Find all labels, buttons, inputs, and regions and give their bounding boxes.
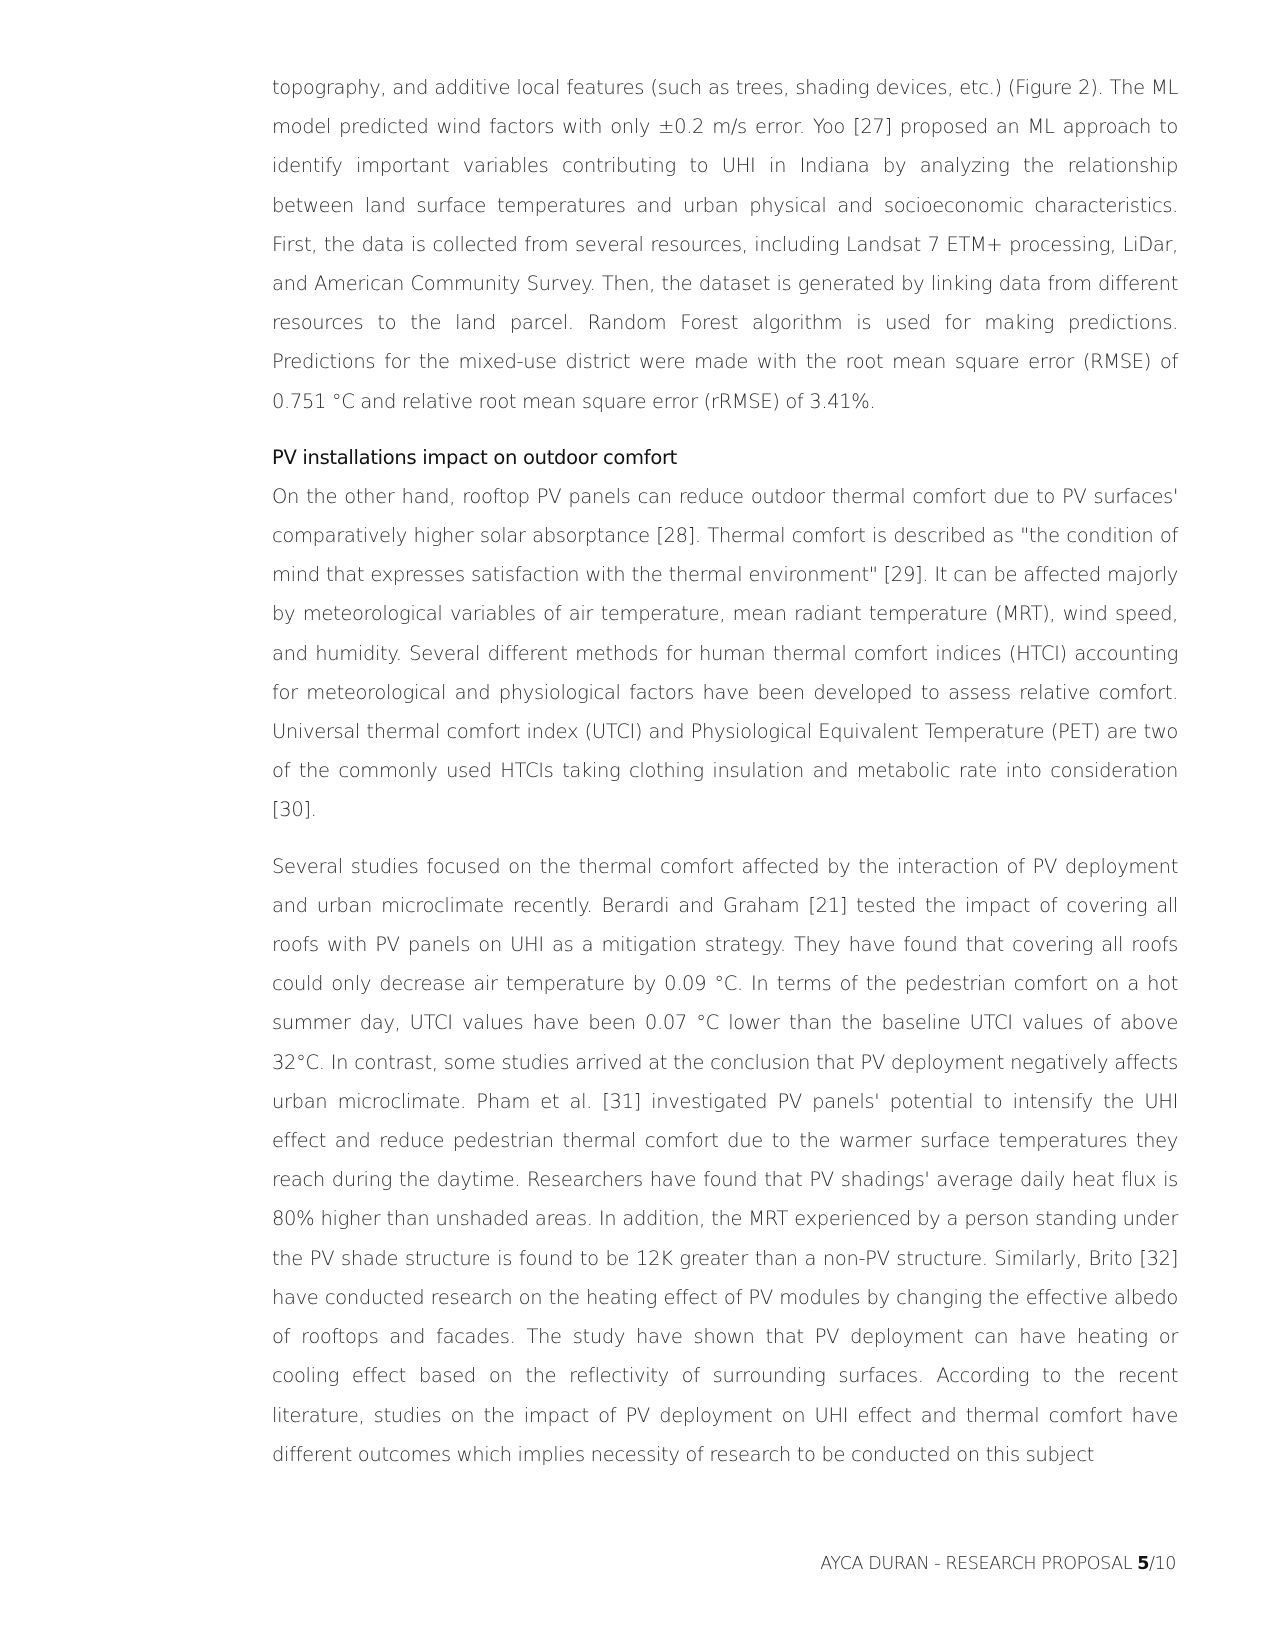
paragraph-ml-models: topography, and additive local features (such as trees, shading devices, etc.) (Figure 2). The ML model predicted wind factors with only ±0.2 m/s error. Yoo [27] proposed an ML approach to identify important variables contributing to UHI in Indiana by analyzing the relationship between land surface temperatures and urban physical and socioeconomic characteristics. First, the data is collected from several resources, including Landsat 7 ETM+ processing, LiDar, and American Community Survey. Then, the dataset is generated by linking data from different resources to the land parcel. Random Forest algorithm is used for making predictions. Predictions for the mixed-use district were made with the root mean square error (RMSE) of 0.751 °C and relative root mean square error (rRMSE) of 3.41%. bbox=[272, 76, 1178, 413]
page-footer bbox=[820, 1554, 1176, 1574]
page-number-current: 5 bbox=[1137, 1554, 1150, 1574]
document-body bbox=[272, 68, 1178, 1474]
footer-label: AYCA DURAN - RESEARCH PROPOSAL bbox=[820, 1554, 1138, 1574]
page-number-total: /10 bbox=[1149, 1554, 1176, 1574]
paragraph-thermal-comfort: On the other hand, rooftop PV panels can reduce outdoor thermal comfort due to PV surfaces' comparatively higher solar absorptance [28]. Thermal comfort is described as "the condition of mind that expresses satisfaction with the thermal environment" [29]. It can be affected majorly by meteorological variables of air temperature, mean radiant temperature (MRT), wind speed, and humidity. Several different methods for human thermal comfort indices (HTCI) accounting for meteorological and physiological factors have been developed to assess relative comfort. Universal thermal comfort index (UTCI) and Physiological Equivalent Temperature (PET) are two of the commonly used HTCIs taking clothing insulation and metabolic rate into consideration [30]. bbox=[272, 484, 1178, 822]
paragraph-pv-microclimate-studies: Several studies focused on the thermal comfort affected by the interaction of PV deployment and urban microclimate recently. Berardi and Graham [21] tested the impact of covering all roofs with PV panels on UHI as a mitigation strategy. They have found that covering all roofs could only decrease air temperature by 0.09 °C. In terms of the pedestrian comfort on a hot summer day, UTCI values have been 0.07 °C lower than the baseline UTCI values of above 32°C. In contrast, some studies arrived at the conclusion that PV deployment negatively affects urban microclimate. Pham et al. [31] investigated PV panels' potential to intensify the UHI effect and reduce pedestrian thermal comfort due to the warmer surface temperatures they reach during the daytime. Researchers have found that PV shadings' average daily heat flux is 80% higher than unshaded areas. In addition, the MRT experienced by a person standing under the PV shade structure is found to be 12K greater than a non-PV structure. Similarly, Brito [32] have conducted research on the heating effect of PV modules by changing the effective albedo of rooftops and facades. The study have shown that PV deployment can have heating or cooling effect based on the reflectivity of surrounding surfaces. According to the recent literature, studies on the impact of PV deployment on UHI effect and thermal comfort have different outcomes which implies necessity of research to be conducted on this subject bbox=[272, 854, 1178, 1466]
section-heading-pv-outdoor-comfort: PV installations impact on outdoor comfort bbox=[272, 445, 678, 469]
